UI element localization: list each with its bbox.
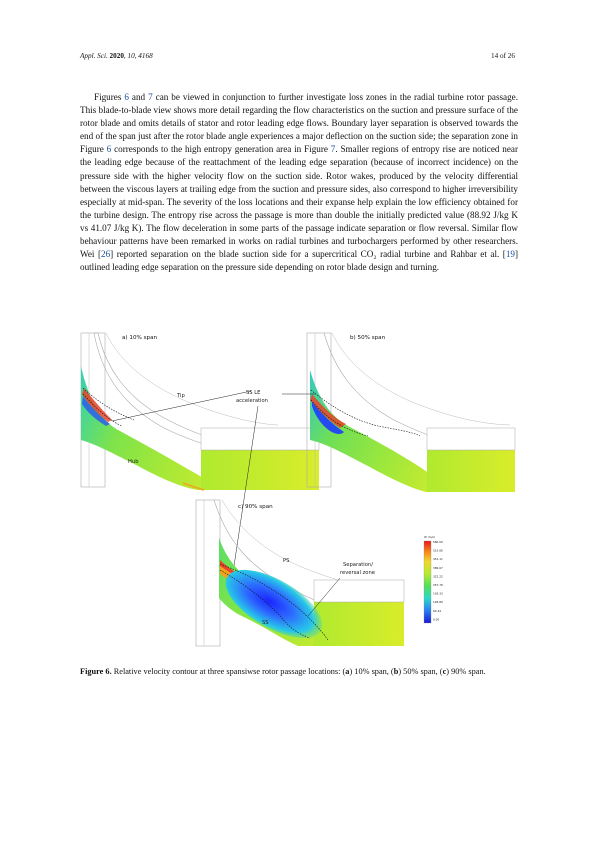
panel-a-label: a) 10% span — [122, 335, 158, 341]
colorbar-tick-label: 193.33 — [433, 591, 443, 596]
figure-link[interactable]: 6 — [124, 92, 129, 102]
citation-link[interactable]: 26 — [101, 249, 111, 260]
journal-citation: Appl. Sci. 2020, 10, 4168 — [80, 52, 153, 60]
colorbar-tick-label: 386.67 — [433, 565, 443, 570]
panel-c — [196, 500, 404, 648]
colorbar-tick-label: 322.22 — [433, 574, 443, 579]
figure-link[interactable]: 7 — [330, 144, 336, 155]
ps-label: PS — [283, 558, 290, 564]
colorbar-tick-label: 257.78 — [433, 583, 443, 587]
colorbar-tick-label: 515.66 — [433, 548, 443, 553]
velocity-contour-figure — [78, 328, 520, 648]
ss-label: SS — [262, 620, 269, 626]
colorbar-tick-label: 451.11 — [433, 557, 443, 562]
figure-6 — [78, 328, 520, 648]
colorbar-title: W (m/s) — [424, 535, 435, 539]
colorbar-tick-label: 128.89 — [433, 600, 443, 605]
tip-label: Tip — [177, 393, 185, 399]
page-number: 14 of 26 — [491, 52, 515, 60]
colorbar-labels — [433, 540, 443, 621]
running-header — [80, 52, 515, 64]
ss-le-label-2: acceleration — [236, 398, 268, 404]
separation-label: Separation/ — [343, 562, 373, 568]
ss-le-label: SS LE — [246, 390, 261, 396]
body-paragraph: Figures 6 and 7 can be viewed in conjunction to further investigate loss zones in the radial turbine rotor passage. This blade-to-blade view shows more detail regarding the flow characteristics on the suction and pressure surface of the rotor blade and omits details of stator and rotor leading edge flows. Boundary layer separation is observed towards the end of the span just after the rotor blade angle experiences a major deflection on the suction side; the separation zone in Figure 6 corresponds to the high entropy generation area in Figure 7. Smaller regions of entropy rise are noticed near the leading edge because of the reattachment of the leading edge separation (because of incorrect incidence) on the pressure side with the higher velocity flow on the suction side. Rotor wakes, produced by the velocity differential between the viscous layers at trailing edge from the suction and pressure sides, also correspond to higher irreversibility especially at mid-span. The severity of the loss locations and their expanse help explain the low efficiency obtained for the turbine design. The entropy rise across the passage is more than double the initially predicted value (88.92 J/kg K vs 41.07 J/kg K). The flow deceleration in some parts of the passage indicate separation or flow reversal. Similar flow behaviour patterns have been remarked in works on radial turbines and turbochargers performed by other researchers. Wei [26] reported separation on the blade suction side for a supercritical CO₂ radial turbine and Rahbar et al. [19] outlined leading edge separation on the pressure side depending on rotor blade design and turning. — [80, 92, 519, 273]
citation-link[interactable]: 19 — [505, 249, 515, 260]
separation-label-2: reversal zone — [340, 570, 375, 576]
hub-label: Hub — [128, 459, 139, 465]
panel-b-label: b) 50% span — [350, 335, 386, 341]
figure-link[interactable]: 7 — [148, 92, 153, 102]
panel-a — [81, 333, 319, 490]
figure-caption: Figure 6. Relative velocity contour at three spansiwse rotor passage locations: (a) 10% span, (b) 50% span, (c) 90% span. — [80, 667, 486, 676]
colorbar-tick-label: 64.44 — [433, 608, 442, 613]
panel-c-label: c) 90% span — [238, 504, 273, 510]
colorbar-tick-label: 580.00 — [433, 540, 443, 544]
colorbar-tick-label: 0.00 — [433, 617, 440, 622]
colorbar-legend — [424, 535, 443, 623]
figure-link[interactable]: 6 — [106, 144, 112, 155]
